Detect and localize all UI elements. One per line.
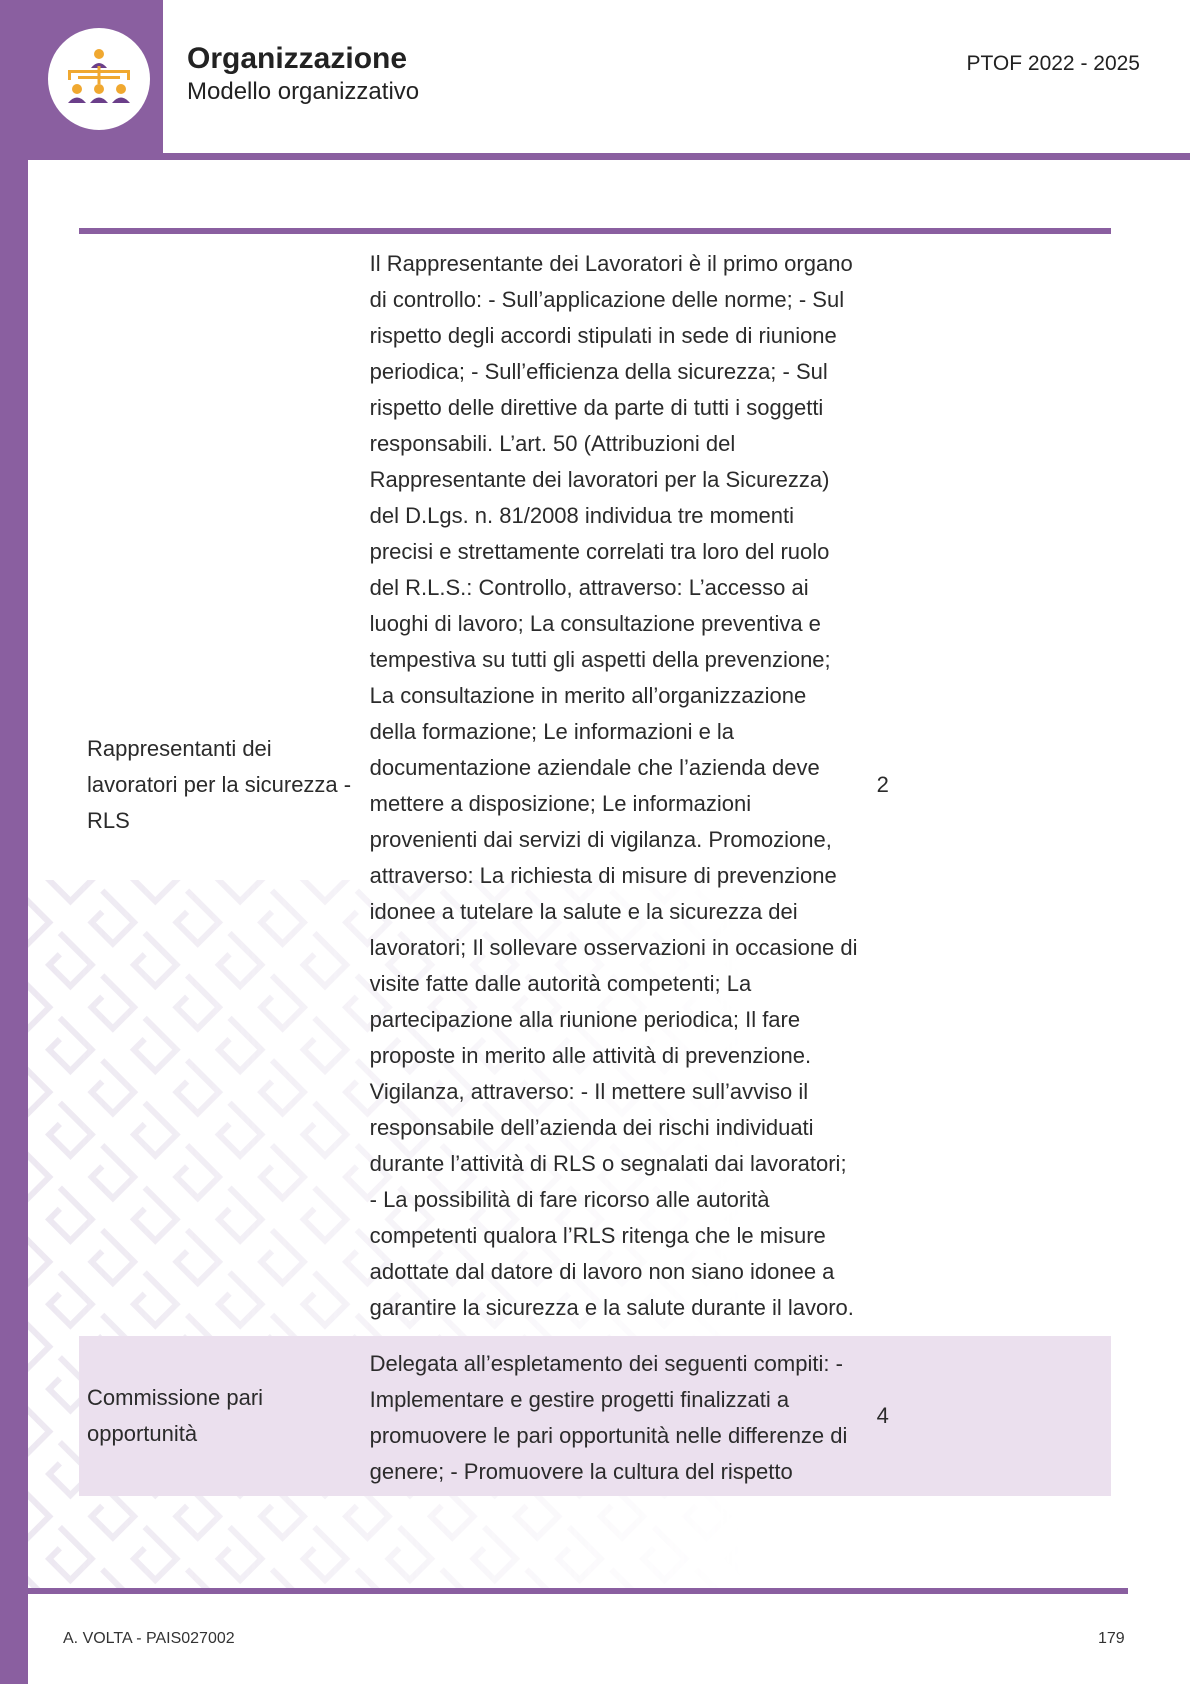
description-cell: Delegata all’espletamento dei seguenti compiti: - Implementare e gestire progetti finalizzati a promuovere le pari opportunità nelle differenze di genere; - Promuovere la cultura del rispetto	[360, 1336, 869, 1496]
header-divider	[0, 153, 1190, 160]
table-row	[79, 1336, 1111, 1496]
role-cell: Rappresentanti dei lavoratori per la sicurezza - RLS	[87, 736, 352, 833]
footer-school: A. VOLTA - PAIS027002	[63, 1630, 235, 1647]
description-cell: Il Rappresentante dei Lavoratori è il primo organo di controllo: - Sull’applicazione delle norme; - Sul rispetto degli accordi stipulati in sede di riunione periodica; - Sull’efficienza della sicurezza; - Sul rispetto delle direttive da parte di tutti i soggetti responsabili. L’art. 50 (Attribuzioni del Rappresentante dei lavoratori per la Sicurezza) del D.Lgs. n. 81/2008 individua tre momenti precisi e strettamente correlati tra loro del ruolo del R.L.S.: Controllo, attraverso: L’accesso ai luoghi di lavoro; La consultazione preventiva e tempestiva su tutti gli aspetti della prevenzione; La consultazione in merito all’organizzazione della formazione; Le informazioni e la documentazione aziendale che l’azienda deve mettere a disposizione; Le informazioni provenienti dai servizi di vigilanza. Promozione, attraverso: La richiesta di misure di prevenzione idonee a tutelare la salute e la sicurezza dei lavoratori; Il sollevare osservazioni in occasione di visite fatte dalle autorità competenti; La partecipazione alla riunione periodica; Il fare proposte in merito alle attività di prevenzione. Vigilanza, attraverso: - Il mettere sull’avviso il responsabile dell’azienda dei rischi individuati durante l’attività di RLS o segnalati dai lavoratori; - La possibilità di fare ricorso alle autorità competenti qualora l’RLS ritenga che le misure adottate dal datore di lavoro non siano idonee a garantire la sicurezza e la salute durante il lavoro.	[369, 251, 858, 1320]
page-number: 179	[1098, 1630, 1125, 1647]
footer-divider	[28, 1588, 1128, 1594]
left-accent-bar	[0, 0, 28, 1684]
role-cell: Commissione pari opportunità	[79, 1336, 360, 1496]
count-cell: 2	[876, 772, 889, 797]
document-code: PTOF 2022 - 2025	[966, 52, 1140, 75]
page-title: Organizzazione	[187, 42, 408, 75]
org-chart-icon	[48, 28, 150, 130]
table-row	[79, 234, 1111, 1336]
roles-table	[79, 228, 1111, 1496]
count-cell: 4	[869, 1336, 1111, 1496]
page-subtitle: Modello organizzativo	[187, 78, 420, 105]
